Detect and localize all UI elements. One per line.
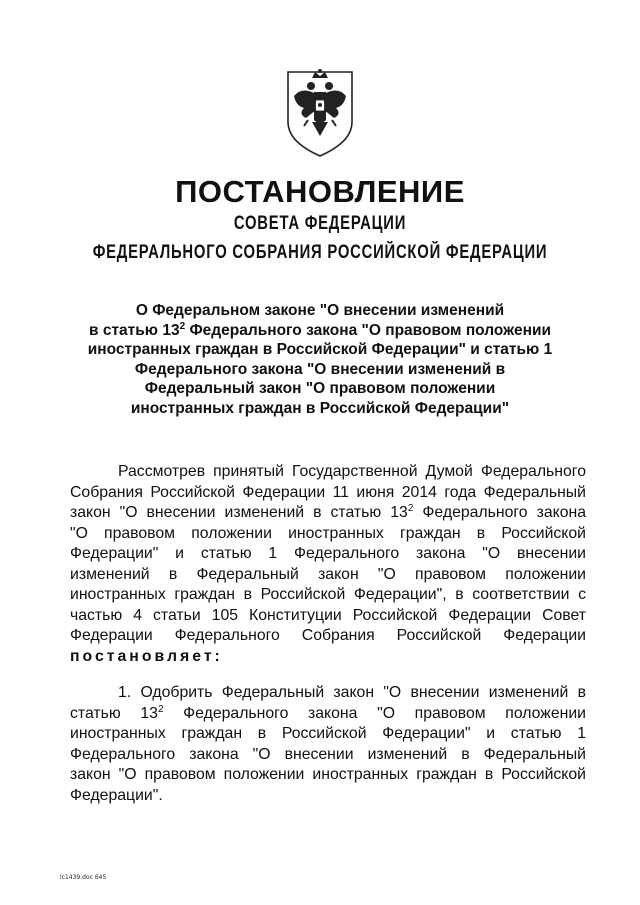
subject-line: иностранных граждан в Российской Федерации" и статью 1 bbox=[87, 341, 553, 358]
superscript: 2 bbox=[179, 320, 186, 332]
issuer-line-1: СОВЕТА ФЕДЕРАЦИИ bbox=[233, 213, 407, 234]
body-line: иностранных граждан в Российской Федерации" и статью 1 bbox=[70, 725, 586, 742]
preamble-paragraph bbox=[70, 462, 586, 667]
subject-text: Федерального закона "О правовом положении bbox=[185, 321, 551, 339]
body-line: закон "О правовом положении иностранных граждан в Российской bbox=[70, 766, 586, 783]
subject-line: Федеральный закон "О правовом положении bbox=[144, 380, 496, 397]
body-line bbox=[70, 503, 586, 524]
subject-line: Федерального закона "О внесении изменений в bbox=[134, 360, 506, 378]
body-line: изменений в Федеральный закон "О правовом положении bbox=[70, 565, 586, 583]
subject-line: О Федеральном законе "О внесении изменений bbox=[135, 302, 505, 319]
subject-text: в статью 13 bbox=[89, 321, 180, 339]
body-line: иностранных граждан в Российской Федерации", в соответствии с bbox=[70, 586, 586, 603]
body-line: Федерации". bbox=[70, 786, 163, 804]
body-text: статью 13 bbox=[70, 704, 158, 722]
body-text: Федерального закона "О правовом положении bbox=[163, 704, 587, 722]
body-line: Федерального закона "О внесении изменений в Федеральный bbox=[70, 745, 586, 763]
body-line: Федерации Федерального Собрания Российской Федерации bbox=[70, 627, 586, 644]
superscript: 2 bbox=[157, 703, 164, 715]
file-reference: lc1439.doc 645 bbox=[60, 874, 107, 881]
body-text: закон "О внесении изменений в статью 13 bbox=[70, 504, 408, 521]
body-line: "О правовом положении иностранных граждан в Российской bbox=[70, 524, 586, 542]
clause-1-paragraph bbox=[70, 683, 586, 806]
body-line: Рассмотрев принятый Государственной Думой Федерального bbox=[118, 463, 586, 480]
resolves-word: постановляет: bbox=[70, 647, 223, 665]
subject-line bbox=[60, 321, 580, 341]
resolution-subject bbox=[60, 301, 580, 418]
body-line: частью 4 статьи 105 Конституции Российской Федерации Совет bbox=[70, 606, 586, 624]
body-line: Федерации" и статью 1 Федерального закона "О внесении bbox=[70, 545, 586, 562]
superscript: 2 bbox=[407, 503, 414, 514]
body-line: Собрания Российской Федерации 11 июня 2014 года Федеральный bbox=[70, 483, 586, 501]
subject-line: иностранных граждан в Российской Федерации" bbox=[130, 399, 510, 417]
issuer-line-2: ФЕДЕРАЛЬНОГО СОБРАНИЯ РОССИЙСКОЙ ФЕДЕРАЦИИ bbox=[92, 242, 548, 263]
body-text: Федерального закона bbox=[413, 504, 587, 521]
body-line bbox=[70, 704, 586, 725]
document-title: ПОСТАНОВЛЕНИЕ bbox=[175, 174, 465, 209]
coat-of-arms-russia-icon bbox=[282, 64, 358, 160]
body-line: 1. Одобрить Федеральный закон "О внесении изменений в bbox=[118, 684, 586, 701]
